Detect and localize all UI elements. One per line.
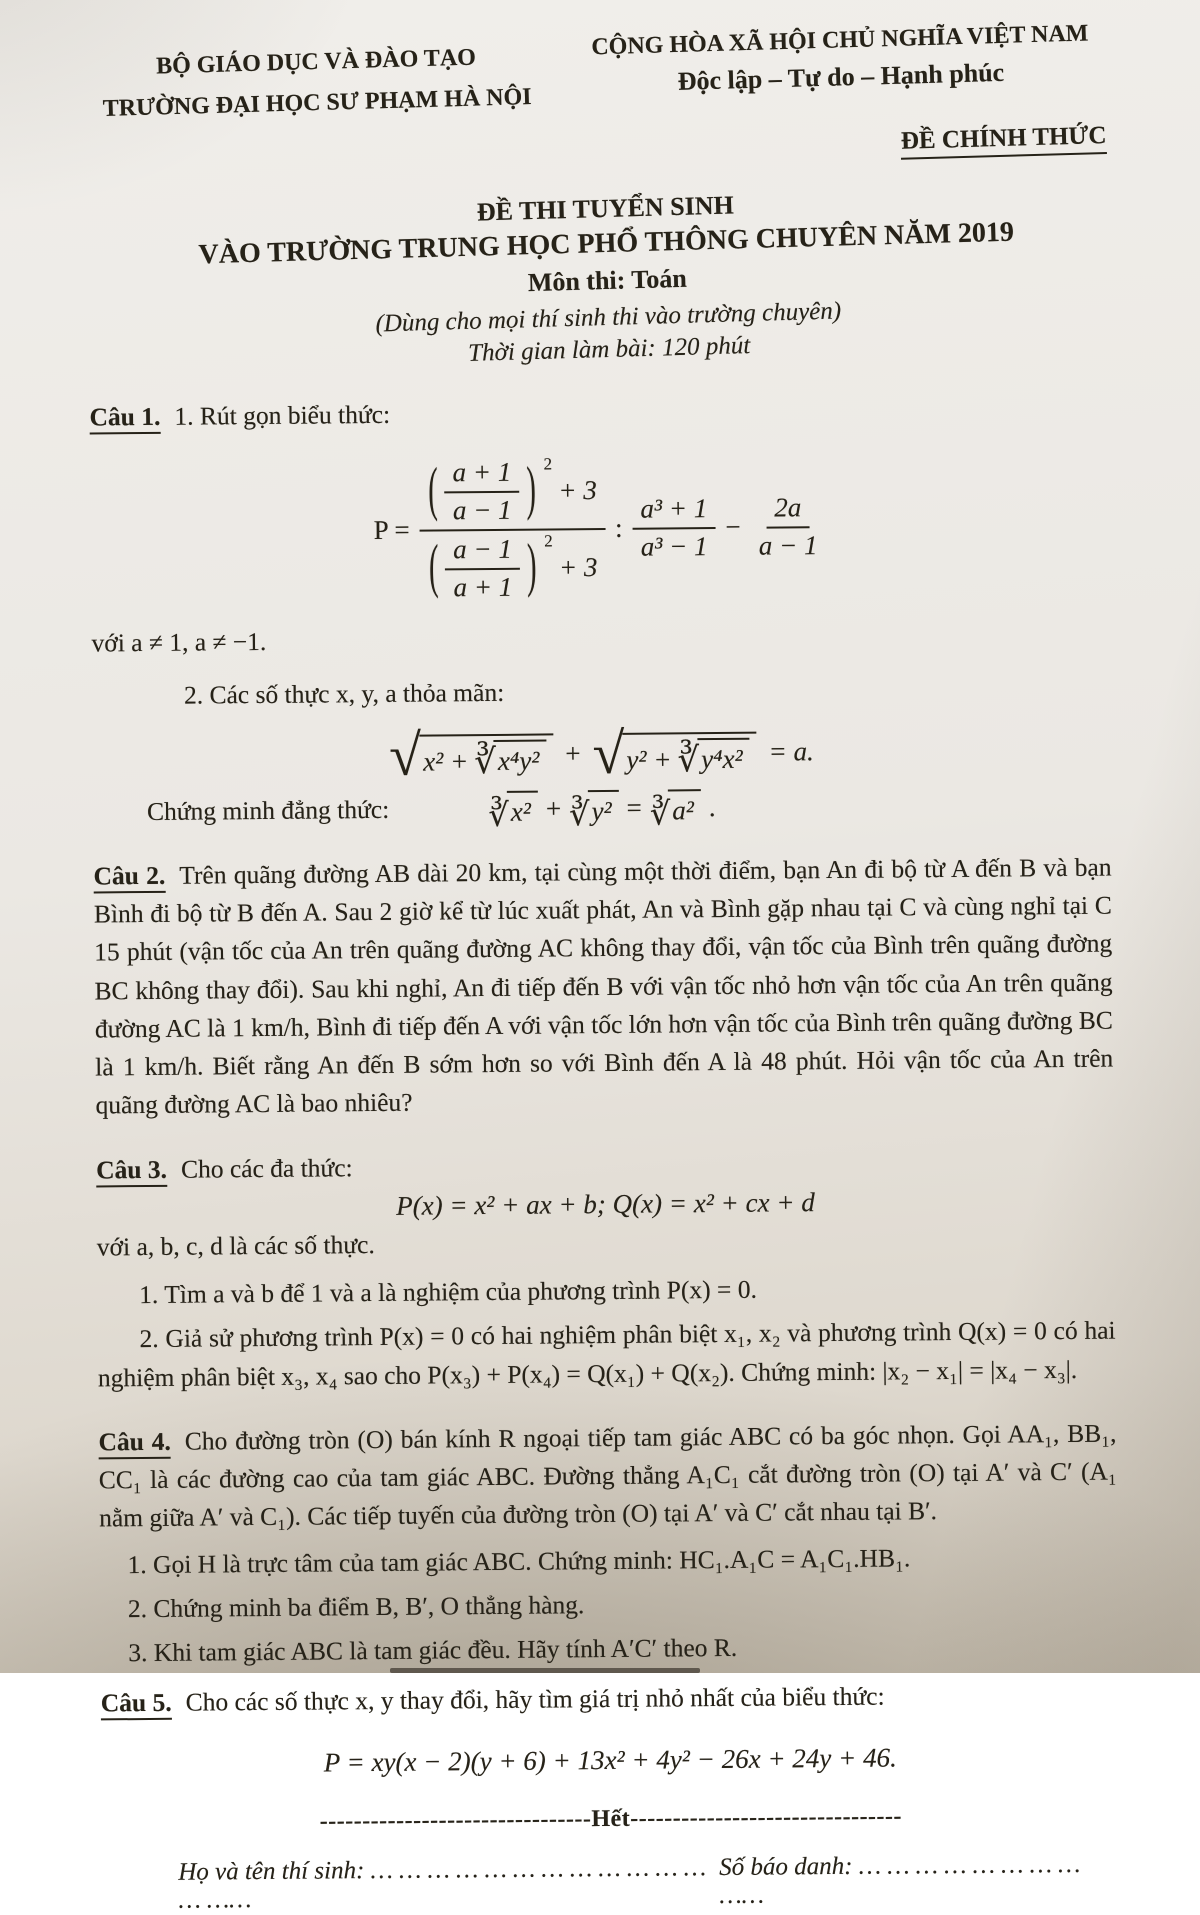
national-heading (570, 20, 1111, 100)
section-cau3 (96, 1142, 1116, 1397)
candidate-number-dots: … … … … … … … … …… (719, 1850, 1081, 1909)
cbrt-a2 (649, 789, 701, 832)
cau5-label: Câu 5. (101, 1688, 172, 1721)
cbrt-radicand: x² (507, 790, 538, 827)
cau1-formula-P (90, 449, 1109, 606)
cau5-formula: P = xy(x − 2)(y + 6) + 13x² + 4y² − 26x + 24y + 46. (323, 1741, 897, 1777)
section-cau4 (98, 1414, 1118, 1672)
left-paren: ( (428, 533, 439, 601)
cau3-polynomials-formula: P(x) = x² + ax + b; Q(x) = x² + cx + d (396, 1186, 815, 1221)
radicand-pre: y² + (626, 743, 672, 775)
big-fraction (419, 454, 606, 604)
inner-fraction-bottom (445, 533, 520, 604)
candidate-name-dots: … … … … … … … … … … … … … …… (178, 1853, 707, 1914)
candidate-name-field (178, 1853, 719, 1914)
cau3-item2: 2. Giả sử phương trình P(x) = 0 có hai nghiệm phân biệt x₁, x₂ và phương trình Q(x) = 0 có hai nghiệm phân biệt x₃, x₄ sao cho P(x₃) + P(x₄) = Q(x₁) + Q(x₂). Chứng minh: |x₂ − x₁| = |x₄ − x₃|. (97, 1315, 1116, 1392)
cbrt-radicand: a² (668, 789, 701, 826)
cau3-label: Câu 3. (96, 1154, 167, 1187)
exponent: 2 (544, 531, 553, 551)
equals-sign: = (626, 792, 642, 823)
exam-title-block (96, 179, 1118, 377)
formula-lhs: P = (373, 514, 410, 545)
cau2-text: Trên quãng đường AB dài 20 km, tại cùng một thời điểm, bạn An đi bộ từ A đến B và bạn Bình đi bộ từ B đến A. Sau 2 giờ kể từ lúc xuất phát, An và Bình gặp nhau tại C và cùng nghỉ tại C 15 phút (vận tốc của An trên quãng đường AC không thay đổi, vận tốc của Bình trên quãng đường BC không thay đổi). Sau khi nghỉ, An đi tiếp đến B với vận tốc nhỏ hơn vận tốc của An trên quãng đường AC là 1 km/h, Bình đi tiếp đến A với vận tốc lớn hơn vận tốc của Bình trên quãng đường BC là 1 km/h. Biết rằng An đến B sớm hơn so với Bình đến A là 48 phút. Hỏi vận tốc của An trên quãng đường AC là bao nhiêu? (93, 852, 1114, 1120)
document-body (89, 389, 1120, 1915)
cau4-item3: 3. Khi tam giác ABC là tam giác đều. Hãy tính A′C′ theo R. (128, 1632, 738, 1668)
plus-three: + 3 (558, 551, 598, 582)
document-top-block (92, 20, 1119, 378)
exam-title-line1: ĐỀ THI TUYỂN SINH (476, 190, 735, 227)
right-paren: ) (526, 533, 537, 600)
cbrt-radicand: y² (587, 789, 618, 826)
sqrt-group-1 (388, 721, 553, 788)
cau4-item2: 2. Chứng minh ba điểm B, B′, O thẳng hàng. (127, 1589, 585, 1623)
end-of-exam-line: --------------------------------Hết-------------------------------- (319, 1802, 903, 1834)
exam-audience-note: (Dùng cho mọi thí sinh thi vào trường chuyên) (375, 297, 842, 338)
cbrt-sign: ∛ (569, 795, 590, 832)
university-name: TRƯỜNG ĐẠI HỌC SƯ PHẠM HÀ NỘI (102, 83, 532, 122)
cau1-item1: 1. Rút gọn biểu thức: (174, 399, 391, 431)
plus-sign: + (565, 737, 581, 768)
cau1-condition: với a ≠ 1, a ≠ −1. (91, 626, 267, 658)
cbrt-group (474, 739, 546, 782)
cau5-intro: Cho các số thực x, y thay đổi, hãy tìm giá trị nhỏ nhất của biểu thức: (185, 1681, 885, 1717)
cau3-intro: Cho các đa thức: (180, 1152, 353, 1184)
section-cau5 (101, 1676, 1120, 1780)
cau1-label: Câu 1. (89, 401, 160, 434)
cbrt-y2 (569, 789, 619, 832)
candidate-number-label: Số báo danh: (719, 1852, 853, 1881)
exam-title-line2: VÀO TRƯỜNG TRUNG HỌC PHỔ THÔNG CHUYÊN NĂM 2019 (198, 216, 1015, 270)
minus-sign: − (725, 511, 741, 542)
official-stamp-row (94, 122, 1106, 182)
divide-colon: : (614, 512, 623, 543)
cbrt-sign: ∛ (677, 742, 700, 780)
cbrt-sign: ∛ (649, 795, 671, 832)
cau4-label: Câu 4. (98, 1426, 171, 1459)
candidate-name-label: Họ và tên thí sinh: (178, 1856, 365, 1886)
exponent: 2 (543, 454, 553, 474)
fraction-a3 (632, 492, 715, 563)
cau1-prove-row (93, 785, 1111, 831)
inner-num: a − 1 (445, 533, 520, 571)
cbrt-sign: ∛ (474, 744, 497, 782)
cbrt-radicand: x⁴y² (494, 739, 547, 776)
cbrt-group (677, 737, 749, 780)
radicand-pre: x² + (423, 745, 469, 777)
sqrt-sign: √ (388, 721, 422, 788)
cbrt-x2 (488, 790, 538, 833)
equals-a: = a. (768, 735, 814, 767)
sqrt-sign: √ (592, 720, 625, 786)
issuing-authority (92, 36, 542, 130)
cau3-item1: 1. Tìm a và b để 1 và a là nghiệm của phương trình P(x) = 0. (139, 1274, 758, 1309)
cbrt-radicand: y⁴x² (697, 737, 750, 774)
section-cau2 (93, 848, 1113, 1125)
plus-three: + 3 (558, 474, 597, 505)
national-title: CỘNG HÒA XÃ HỘI CHỦ NGHĨA VIỆT NAM (591, 20, 1089, 61)
right-paren: ) (526, 456, 537, 523)
frac-num: 2a (766, 491, 809, 528)
inner-den: a − 1 (452, 494, 512, 526)
inner-fraction-top (444, 456, 519, 527)
inner-num: a + 1 (444, 456, 519, 494)
cau1-radical-formula (92, 720, 1110, 788)
frac-num: a³ + 1 (632, 492, 715, 530)
cau4-item1: 1. Gọi H là trực tâm của tam giác ABC. Chứng minh: HC₁.A₁C = A₁C₁.HB₁. (127, 1542, 911, 1579)
prove-identity-label: Chứng minh đẳng thức: (146, 794, 390, 827)
ministry-name: BỘ GIÁO DỤC VÀ ĐÀO TẠO (155, 44, 477, 80)
cau4-text: Cho đường tròn (O) bán kính R ngoại tiếp tam giác ABC có ba góc nhọn. Gọi AA₁, BB₁, CC₁ là các đường cao của tam giác ABC. Đường thẳng A₁C₁ cắt đường tròn (O) tại A′ và C′ (A₁ nằm giữa A′ và C₁). Các tiếp tuyến của đường tròn (O) tại A′ và C′ cắt nhau tại B′. (98, 1418, 1117, 1533)
left-paren: ( (428, 456, 438, 524)
fraction-2a (750, 491, 825, 562)
cau3-note: với a, b, c, d là các số thực. (96, 1229, 375, 1262)
exam-duration: Thời gian làm bài: 120 phút (467, 331, 751, 367)
frac-den: a³ − 1 (640, 530, 708, 562)
candidate-info-row (102, 1850, 1120, 1915)
photo-edge-artifact (390, 1668, 700, 1673)
frac-den: a − 1 (758, 529, 818, 561)
official-exam-stamp: ĐỀ CHÍNH THỨC (901, 122, 1107, 160)
cau2-label: Câu 2. (93, 860, 165, 893)
national-motto: Độc lập – Tự do – Hạnh phúc (677, 57, 1005, 96)
plus-sign: + (545, 792, 562, 824)
section-cau1 (89, 389, 1111, 831)
cau1-item2: 2. Các số thực x, y, a thỏa mãn: (183, 676, 505, 709)
cbrt-sign: ∛ (488, 796, 510, 833)
period: . (708, 791, 716, 822)
exam-subject: Môn thi: Toán (527, 263, 688, 297)
candidate-number-field (719, 1850, 1087, 1909)
sqrt-group-2 (592, 720, 756, 786)
document-header (92, 20, 1112, 130)
inner-den: a + 1 (453, 571, 513, 603)
